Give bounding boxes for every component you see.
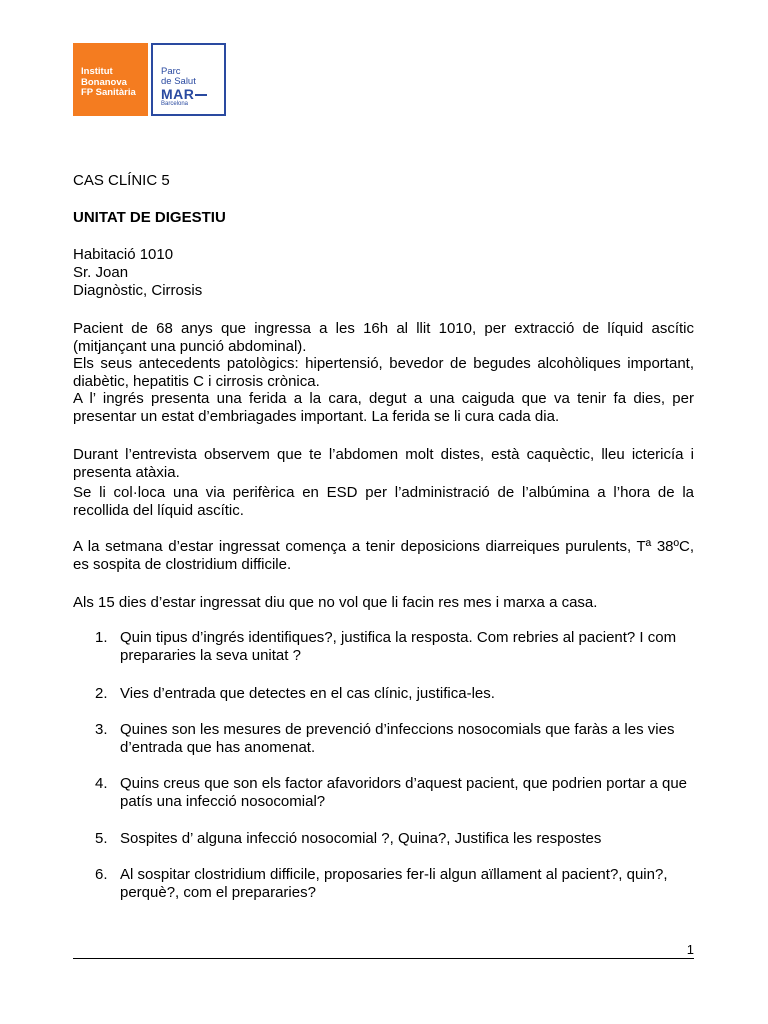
logo-left-line-2: Bonanova: [81, 76, 127, 88]
question-text: Al sospitar clostridium difficile, proposaries fer-li algun aïllament al pacient?, quin?, perquè?, com el prepararies?: [120, 866, 668, 901]
list-item: [95, 685, 695, 703]
logo-left-line-3: FP Sanitària: [81, 87, 136, 98]
question-text: Quines son les mesures de prevenció d’infeccions nosocomials que faràs a les vies d’entrada que has anomenat.: [120, 721, 675, 756]
logo-right-mar: MAR: [161, 86, 195, 102]
paragraph-wound: A l’ ingrés presenta una ferida a la cara, degut a una caiguda que va tenir fa dies, per presentar un estat d’embriagades important. La ferida se li cura cada dia.: [73, 390, 694, 425]
question-text: Quins creus que son els factor afavoridors d’aquest pacient, que podrien portar a que patís una infecció nosocomial?: [120, 775, 688, 810]
list-item: [95, 721, 695, 756]
unit-title: UNITAT DE DIGESTIU: [73, 209, 226, 226]
logo-right-salut: de Salut: [161, 76, 196, 87]
question-number: 2.: [95, 685, 108, 702]
parc-salut-mar-logo: [151, 43, 226, 116]
question-number: 5.: [95, 830, 108, 847]
diagnosis: Diagnòstic, Cirrosis: [73, 282, 203, 299]
footer-divider: [73, 958, 694, 959]
list-item: [95, 866, 695, 901]
question-number: 6.: [95, 866, 108, 883]
institut-bonanova-logo: [73, 43, 148, 116]
paragraph-history: Els seus antecedents patològics: hipertensió, bevedor de begudes alcohòliques important, diabètic, hepatitis C i cirrosis crònica.: [73, 355, 694, 390]
paragraph-admission: Pacient de 68 anys que ingressa a les 16h al llit 1010, per extracció de líquid ascític (mitjançant una punció abdominal).: [73, 320, 694, 355]
patient-name: Sr. Joan: [73, 264, 129, 281]
question-number: 3.: [95, 721, 108, 738]
question-number: 4.: [95, 775, 108, 792]
logo-mar-wave-icon: [195, 94, 207, 96]
paragraph-iv-line: Se li col·loca una via perifèrica en ESD per l’administració de l’albúmina a l’hora de la recollida del líquid ascític.: [73, 484, 694, 519]
list-item: [95, 830, 695, 848]
paragraph-diarrhea: A la setmana d’estar ingressat comença a tenir deposicions diarreiques purulents, Tª 38ºC, es sospita de clostridium difficile.: [73, 538, 694, 573]
list-item: [95, 775, 695, 810]
paragraph-discharge: Als 15 dies d’estar ingressat diu que no vol que li facin res mes i marxa a casa.: [73, 594, 598, 611]
question-number: 1.: [95, 629, 108, 646]
question-text: Vies d’entrada que detectes en el cas clínic, justifica-les.: [120, 685, 495, 702]
question-text: Quin tipus d’ingrés identifiques?, justifica la resposta. Com rebries al pacient? I com prepararies la seva unitat ?: [120, 629, 677, 664]
logo-right-mar-row: [161, 87, 224, 101]
logo-right-city: Barcelona: [161, 101, 189, 107]
room-number: Habitació 1010: [73, 246, 174, 263]
case-title: CAS CLÍNIC 5: [73, 172, 170, 189]
logo-right-parc: Parc: [161, 66, 181, 77]
question-text: Sospites d’ alguna infecció nosocomial ?, Quina?, Justifica les respostes: [120, 830, 602, 847]
paragraph-interview: Durant l’entrevista observem que te l’abdomen molt distes, està caquèctic, lleu ictericía i presenta atàxia.: [73, 446, 694, 481]
list-item: [95, 629, 695, 664]
logo-left-line-1: Institut: [81, 66, 113, 77]
page-number: 1: [686, 942, 694, 957]
